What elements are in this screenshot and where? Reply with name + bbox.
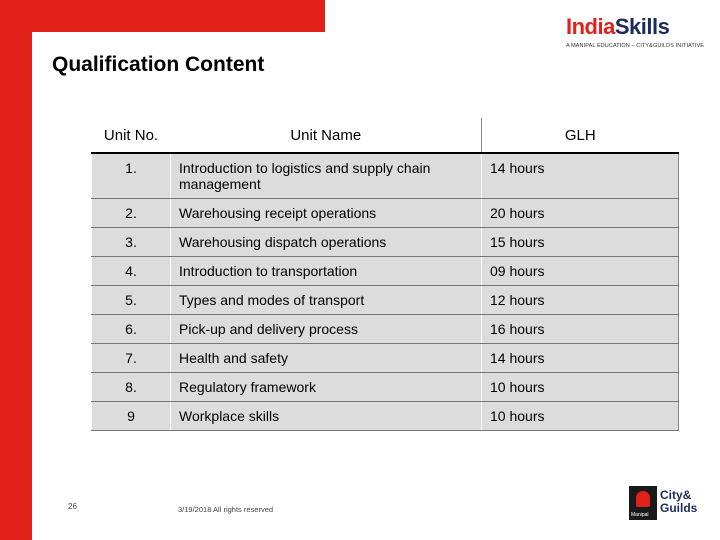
city-guilds-logo: [629, 486, 709, 526]
unit-name-cell: Warehousing dispatch operations: [171, 227, 482, 256]
glh-cell: 20 hours: [482, 198, 679, 227]
table-row: [92, 285, 679, 314]
unit-name-cell: Workplace skills: [171, 401, 482, 430]
table-header-row: [92, 118, 679, 153]
header-unit-name: Unit Name: [171, 118, 482, 153]
unit-no-cell: 9: [92, 401, 171, 430]
city-guilds-line2: Guilds: [660, 501, 698, 515]
header-glh: GLH: [482, 118, 679, 153]
unit-no-cell: 3.: [92, 227, 171, 256]
table-row: [92, 343, 679, 372]
unit-name-cell: Types and modes of transport: [171, 285, 482, 314]
unit-no-cell: 2.: [92, 198, 171, 227]
table-row: [92, 401, 679, 430]
manipal-mark-icon: [629, 486, 657, 520]
table-row: [92, 198, 679, 227]
glh-cell: 10 hours: [482, 401, 679, 430]
glh-cell: 10 hours: [482, 372, 679, 401]
unit-no-cell: 5.: [92, 285, 171, 314]
glh-cell: 14 hours: [482, 153, 679, 198]
unit-no-cell: 6.: [92, 314, 171, 343]
page-number: 26: [68, 502, 77, 511]
unit-name-cell: Health and safety: [171, 343, 482, 372]
table-row: [92, 153, 679, 198]
glh-cell: 12 hours: [482, 285, 679, 314]
table-row: [92, 256, 679, 285]
unit-name-cell: Regulatory framework: [171, 372, 482, 401]
glh-cell: 09 hours: [482, 256, 679, 285]
red-side-bar: [0, 0, 32, 540]
unit-name-cell: Warehousing receipt operations: [171, 198, 482, 227]
unit-no-cell: 7.: [92, 343, 171, 372]
glh-cell: 15 hours: [482, 227, 679, 256]
logo-skills-text: Skills: [614, 14, 670, 39]
unit-no-cell: 4.: [92, 256, 171, 285]
table-row: [92, 314, 679, 343]
logo-india-text: India: [566, 14, 615, 39]
city-guilds-line1: City&: [660, 488, 692, 502]
unit-name-cell: Introduction to transportation: [171, 256, 482, 285]
indiaskills-logo: [566, 14, 706, 62]
qualification-table: [91, 118, 679, 431]
manipal-label: Manipal: [631, 512, 649, 518]
slide-title: Qualification Content: [52, 53, 265, 76]
footer-text: 3/19/2018 All rights reserved: [178, 505, 274, 514]
unit-no-cell: 8.: [92, 372, 171, 401]
red-top-bar: [0, 0, 325, 32]
header-unit-no: Unit No.: [92, 118, 171, 153]
unit-name-cell: Introduction to logistics and supply chain management: [171, 153, 482, 198]
unit-no-cell: 1.: [92, 153, 171, 198]
glh-cell: 16 hours: [482, 314, 679, 343]
glh-cell: 14 hours: [482, 343, 679, 372]
table-row: [92, 372, 679, 401]
table-row: [92, 227, 679, 256]
logo-tagline: A MANIPAL EDUCATION – CITY&GUILDS INITIATIVE: [566, 43, 705, 49]
unit-name-cell: Pick-up and delivery process: [171, 314, 482, 343]
